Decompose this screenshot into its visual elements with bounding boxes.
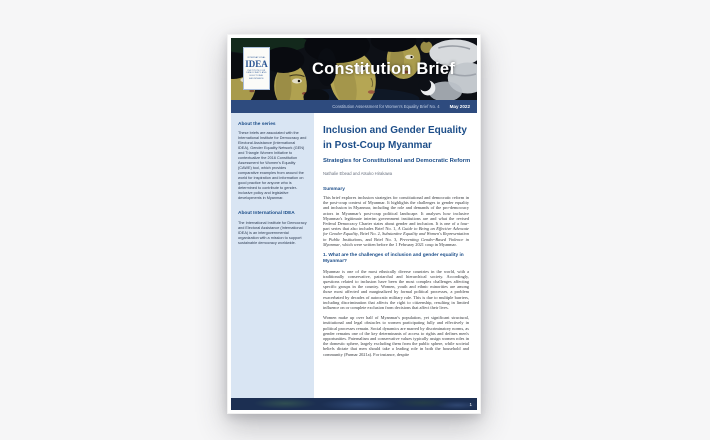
document-title-line2: in Post-Coup Myanmar xyxy=(323,140,432,151)
idea-logo xyxy=(243,47,270,90)
idea-logo-acronym: IDEA xyxy=(245,58,268,69)
sidebar-text-about-idea: The International Institute for Democracy and Electoral Assistance (International IDEA) is an intergovernmental organization with a mission to support sustainable democracy worldwide. xyxy=(238,220,307,245)
header-artwork xyxy=(231,38,477,100)
summary-heading: Summary xyxy=(323,187,345,192)
main-content xyxy=(314,113,477,398)
sidebar-heading-about-idea: About International IDEA xyxy=(238,211,295,217)
page-body xyxy=(231,113,477,398)
idea-logo-top-text: INTERNATIONAL xyxy=(247,56,266,59)
masthead-title: Constitution Brief xyxy=(312,60,455,78)
body-paragraph-2: Women make up over half of Myanmar's population, yet significant structural, institutional and legal obstacles to women participating fully and effectively in political processes remain. Social dynamics are marred by discriminatory norms, as gender remains one of the key determinants of access to rights and defines men's opportunities. Paternalism and conservative values typically assign women roles in the domestic sphere, largely excluding them from the public sphere, while societal beliefs dictate that men should take a leading role in both the household and community (Parmar 2021a). For instance, despite xyxy=(323,315,469,357)
sidebar xyxy=(231,113,314,398)
section-1-heading: 1. What are the challenges of inclusion and gender equality in Myanmar? xyxy=(323,253,464,265)
body-paragraph-1: Myanmar is one of the most ethnically diverse countries in the world, with a traditionally conservative, patriarchal and hierarchical society. Accordingly, questions related to inclusion have been the most complex challenges affecting specific groups in the country. Women, youth and ethnic minorities are among those most affected and marginalized by formal political processes, a problem exacerbated by decades of autocratic military rule. This is due to multiple barriers, including discrimination that affects the right to citizenship, resulting in limited influence on or complete exclusion from decisions that affect their lives. xyxy=(323,268,469,310)
constitution-brief-page xyxy=(227,34,481,414)
series-bar xyxy=(231,100,477,113)
sidebar-heading-about-series: About the series xyxy=(238,122,276,127)
document-title-line1: Inclusion and Gender Equality xyxy=(323,125,467,136)
summary-paragraph: This brief explores inclusion strategies for constitutional and democratic reform in the post-coup context of Myanmar. It highlights the challenges to gender equality and inclusion in Myanmar, including the role and demands of the pro-democracy actors in Myanmar's post-coup political landscape. It analyses how inclusive Myanmar's legitimate interim government institutions are and what the revised Federal Democracy Charter states about gender and inclusion. It is one of a four-part series that also includes Brief No. 1, A Guide to Being an Effective Advocate for Gender Equality, Brief No. 2, Substantive Equality and Women's Representation in Public Institutions, and Brief No. 3, Preventing Gender-Based Violence in Myanmar, which were written before the 1 February 2021 coup in Myanmar. xyxy=(323,195,470,247)
footer-bar xyxy=(231,398,477,410)
document-subtitle: Strategies for Constitutional and Democratic Reform xyxy=(323,158,471,164)
authors-line: Nathalie Ebead and Atsuko Hirakawa xyxy=(323,171,393,176)
issue-date: May 2022 xyxy=(449,104,470,109)
document-title xyxy=(323,123,469,153)
idea-logo-subtitle: INSTITUTE FOR DEMOCRACY AND ELECTORAL ASSISTANCE xyxy=(246,69,267,80)
sidebar-text-about-series: These briefs are associated with the International Institute for Democracy and Electoral Assistance (International IDEA), Gender Equality Network (GEN) and Triangle Women Initiative to contextualize the 2016 Constitution Assessment for Women's Equality (CAWE) tool, which provides comparative examples from around the world for inspiration and information on good practice for anyone who is determined to contribute to gender-inclusive policy and legislative developments in Myanmar. xyxy=(238,131,307,201)
page-number: 1 xyxy=(469,401,472,407)
series-label: Constitution Assessment for Women's Equality Brief No. 4 xyxy=(332,104,440,109)
